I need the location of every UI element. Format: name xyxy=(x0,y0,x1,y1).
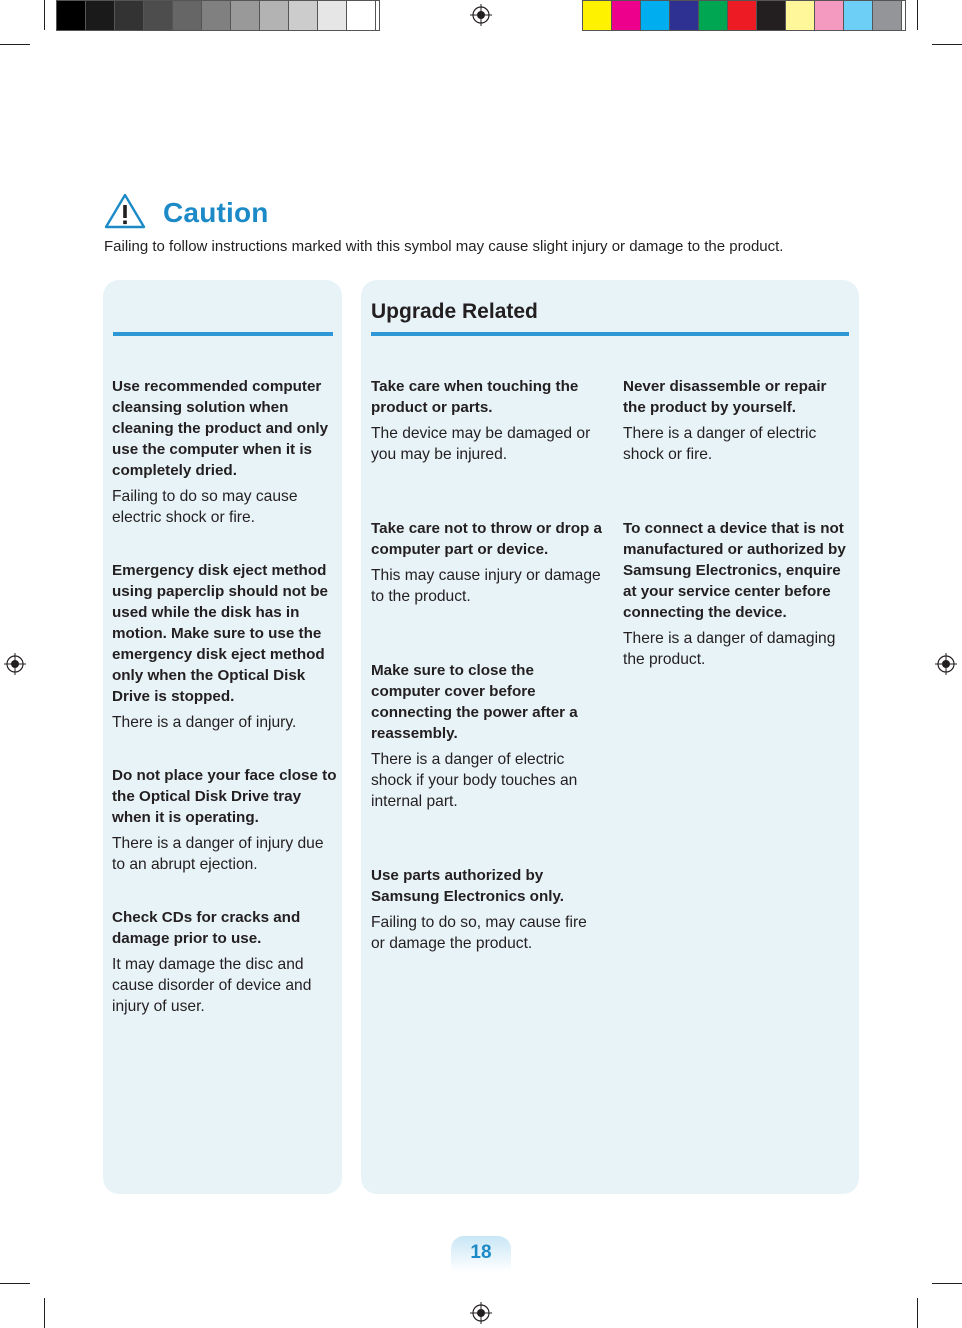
swatch xyxy=(86,1,115,30)
swatch xyxy=(115,1,144,30)
item-heading: Make sure to close the computer cover before connecting the power after a reassembly. xyxy=(371,662,578,742)
item-heading: To connect a device that is not manufactured or authorized by Samsung Electronics, enquire at your service center before connecting the device. xyxy=(623,520,846,621)
registration-mark-icon xyxy=(935,653,957,675)
swatch xyxy=(786,1,815,30)
crop-mark xyxy=(44,1298,45,1328)
section-rule xyxy=(371,332,849,336)
item-body: It may damage the disc and cause disorder of device and injury of user. xyxy=(112,956,312,1015)
swatch xyxy=(612,1,641,30)
caution-item xyxy=(371,518,603,607)
item-heading: Take care not to throw or drop a computer part or device. xyxy=(371,520,602,558)
item-body: There is a danger of damaging the product. xyxy=(623,630,836,668)
swatch xyxy=(289,1,318,30)
swatch xyxy=(202,1,231,30)
caution-item xyxy=(371,865,603,954)
left-panel xyxy=(103,280,342,1194)
item-body: There is a danger of electric shock or fire. xyxy=(623,425,817,463)
item-heading: Use parts authorized by Samsung Electronics only. xyxy=(371,867,564,905)
crop-mark xyxy=(0,1283,30,1284)
swatch xyxy=(260,1,289,30)
caution-item xyxy=(623,376,849,465)
page-number-tab xyxy=(451,1236,511,1272)
caution-item xyxy=(371,376,603,465)
middle-column xyxy=(371,376,603,954)
caution-description: Failing to follow instructions marked with this symbol may cause slight injury or damage to the product. xyxy=(104,238,784,255)
page-title: Caution xyxy=(163,197,269,228)
registration-mark-icon xyxy=(470,1302,492,1324)
item-heading: Take care when touching the product or parts. xyxy=(371,378,579,416)
swatch xyxy=(844,1,873,30)
swatch xyxy=(318,1,347,30)
swatch xyxy=(641,1,670,30)
swatch xyxy=(583,1,612,30)
swatch xyxy=(231,1,260,30)
item-heading: Do not place your face close to the Optical Disk Drive tray when it is operating. xyxy=(112,767,337,826)
caution-item xyxy=(112,560,337,733)
caution-item xyxy=(623,518,849,670)
caution-item xyxy=(112,907,337,1017)
registration-mark-icon xyxy=(470,4,492,26)
page-number: 18 xyxy=(470,1242,492,1263)
swatch xyxy=(57,1,86,30)
swatch xyxy=(757,1,786,30)
item-body: Failing to do so may cause electric shock or fire. xyxy=(112,488,298,526)
swatch xyxy=(173,1,202,30)
item-heading: Never disassemble or repair the product by yourself. xyxy=(623,378,827,416)
item-body: This may cause injury or damage to the product. xyxy=(371,567,601,605)
swatch xyxy=(699,1,728,30)
crop-mark xyxy=(932,44,962,45)
crop-mark xyxy=(0,44,30,45)
swatch xyxy=(670,1,699,30)
item-heading: Emergency disk eject method using paperclip should not be used while the disk has in motion. Make sure to use the emergency disk eject method only when the Optical Disk Drive is stopped. xyxy=(112,562,329,705)
item-body: There is a danger of injury due to an abrupt ejection. xyxy=(112,835,324,873)
crop-mark xyxy=(44,0,45,30)
caution-item xyxy=(112,376,337,528)
item-body: There is a danger of electric shock if your body touches an internal part. xyxy=(371,751,578,810)
grayscale-color-bar xyxy=(56,0,380,31)
left-column xyxy=(112,376,337,1017)
crop-mark xyxy=(932,1283,962,1284)
swatch xyxy=(815,1,844,30)
section-heading: Upgrade Related xyxy=(371,300,538,323)
caution-triangle-icon xyxy=(104,193,146,229)
right-column xyxy=(623,376,849,670)
process-color-bar xyxy=(582,0,906,31)
swatch xyxy=(347,1,376,30)
caution-item xyxy=(371,660,603,812)
section-rule xyxy=(113,332,333,336)
swatch xyxy=(873,1,902,30)
item-body: Failing to do so, may cause fire or damage the product. xyxy=(371,914,587,952)
swatch xyxy=(144,1,173,30)
item-body: The device may be damaged or you may be injured. xyxy=(371,425,591,463)
item-heading: Use recommended computer cleansing solution when cleaning the product and only use the computer when it is completely dried. xyxy=(112,378,329,479)
swatch xyxy=(728,1,757,30)
crop-mark xyxy=(917,1298,918,1328)
registration-mark-icon xyxy=(4,653,26,675)
item-heading: Check CDs for cracks and damage prior to use. xyxy=(112,909,301,947)
upgrade-related-panel xyxy=(361,280,859,1194)
crop-mark xyxy=(917,0,918,30)
caution-item xyxy=(112,765,337,875)
item-body: There is a danger of injury. xyxy=(112,714,297,731)
